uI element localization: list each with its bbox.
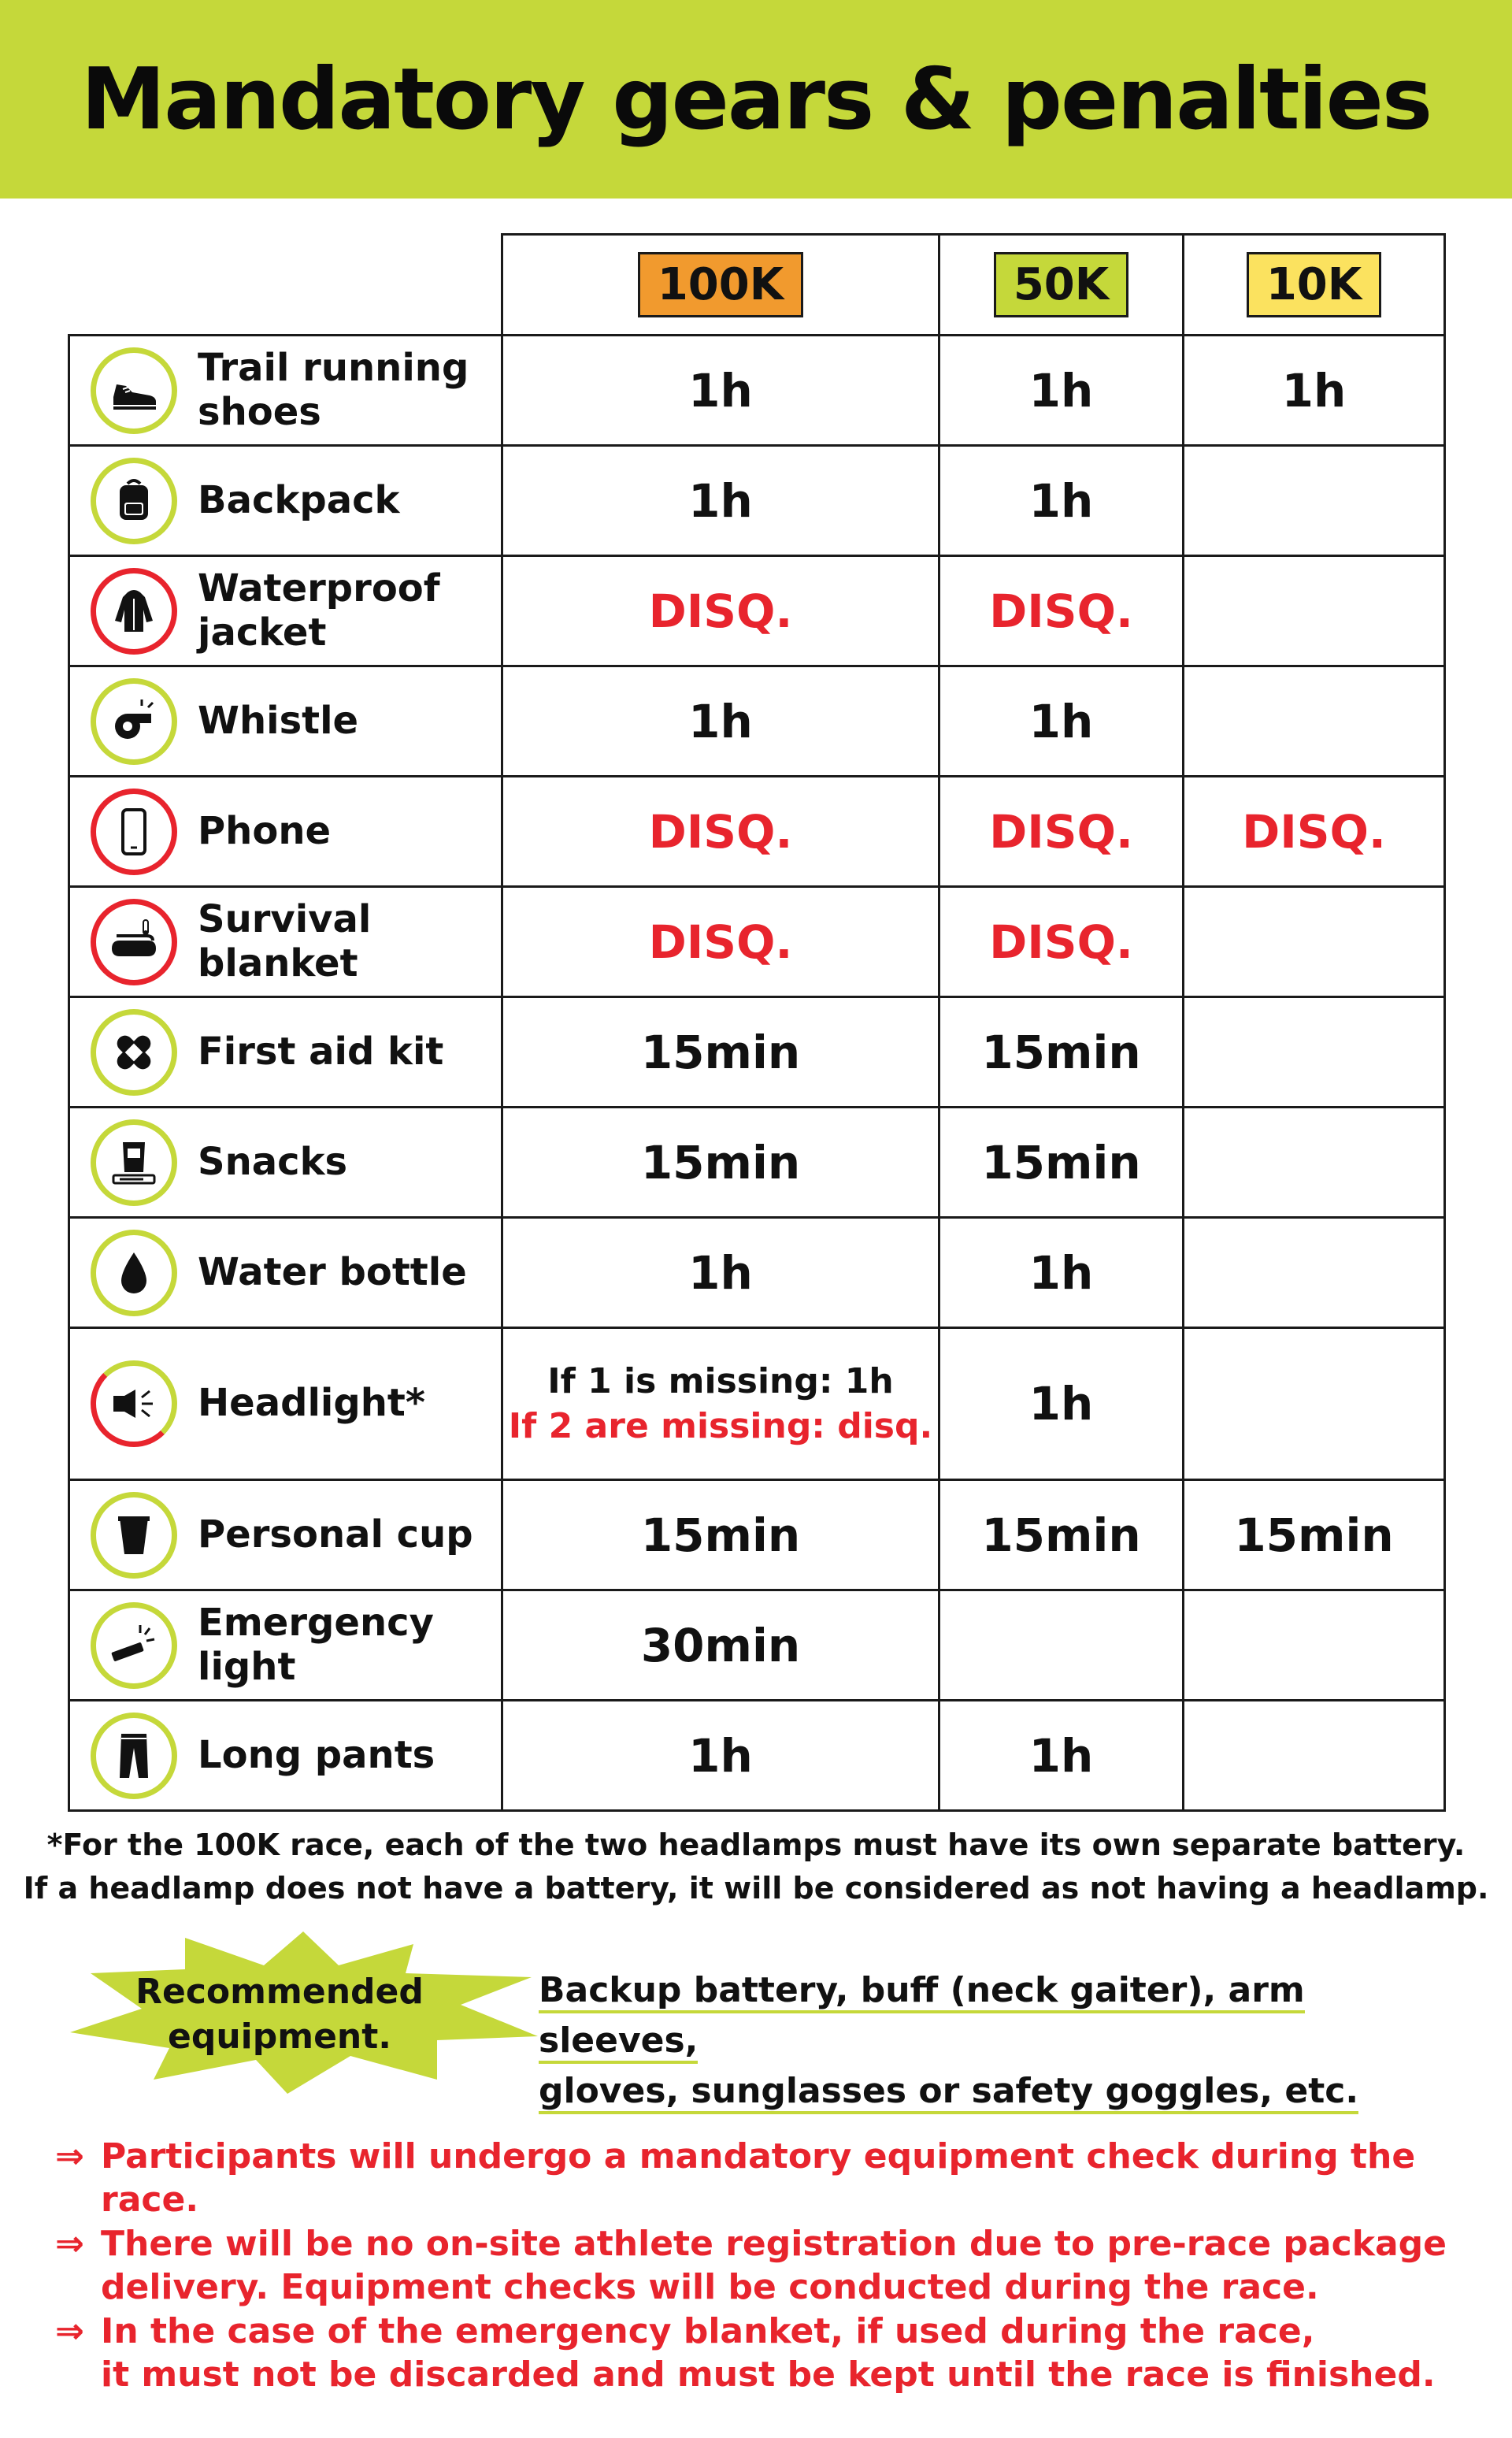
blanket-icon: [91, 899, 177, 985]
penalty-10k: [1184, 887, 1445, 997]
table-row: [69, 777, 1445, 887]
headlight-penalty-one: If 1 is missing: 1h: [547, 1360, 894, 1401]
penalty-100k: 1h: [502, 446, 939, 556]
penalty-50k: DISQ.: [939, 777, 1184, 887]
water-drop-icon: [91, 1230, 177, 1316]
note-item: ⇒ There will be no on-site athlete registration due to pre-race package delivery. Equipment checks will be conducted during the race.: [55, 2222, 1473, 2310]
table-row: [69, 446, 1445, 556]
recommended-line-2: gloves, sunglasses or safety goggles, etc.: [539, 2071, 1358, 2114]
recommended-label: Recommended equipment.: [135, 1972, 424, 2058]
table-row: [69, 1590, 1445, 1701]
gear-name: Water bottle: [198, 1249, 467, 1294]
penalty-100k: 15min: [502, 1480, 939, 1590]
penalty-10k: 1h: [1184, 336, 1445, 446]
penalty-10k: [1184, 1218, 1445, 1328]
gear-name: Emergency light: [198, 1601, 434, 1689]
gear-name: Personal cup: [198, 1512, 473, 1557]
table-row: [69, 336, 1445, 446]
race-10k-label: 10K: [1247, 252, 1381, 317]
table-row: [69, 1480, 1445, 1590]
penalty-50k: 15min: [939, 1108, 1184, 1218]
gear-name: Backpack: [198, 477, 400, 522]
jacket-icon: [91, 568, 177, 655]
gear-name: Waterproof jacket: [198, 566, 440, 655]
penalty-10k: [1184, 446, 1445, 556]
gear-table: [68, 233, 1446, 1812]
penalty-100k: 15min: [502, 1108, 939, 1218]
penalty-50k: 15min: [939, 997, 1184, 1108]
penalty-50k: 1h: [939, 1218, 1184, 1328]
gear-name: Headlight*: [198, 1381, 425, 1426]
penalty-100k: DISQ.: [502, 556, 939, 666]
table-row: [69, 1701, 1445, 1811]
recommended-items: [539, 1965, 1468, 2116]
penalty-50k: DISQ.: [939, 887, 1184, 997]
headlight-penalty-two: If 2 are missing: disq.: [508, 1406, 933, 1446]
gear-name: Snacks: [198, 1139, 348, 1184]
cup-icon: [91, 1492, 177, 1579]
snack-icon: [91, 1119, 177, 1206]
penalty-50k: 1h: [939, 666, 1184, 777]
emergency-light-icon: [91, 1602, 177, 1689]
table-row: [69, 666, 1445, 777]
penalty-50k: 1h: [939, 1701, 1184, 1811]
table-row: [69, 887, 1445, 997]
penalty-10k: DISQ.: [1184, 777, 1445, 887]
footnote-line-2: If a headlamp does not have a battery, it will be considered as not having a headlamp.: [23, 1871, 1489, 1905]
whistle-icon: [91, 678, 177, 765]
penalty-50k: 1h: [939, 1328, 1184, 1480]
penalty-10k: [1184, 1328, 1445, 1480]
penalty-10k: 15min: [1184, 1480, 1445, 1590]
penalty-10k: [1184, 1701, 1445, 1811]
gear-name: Trail running shoes: [198, 346, 469, 434]
arrow-icon: ⇒: [55, 2223, 84, 2264]
penalty-100k: 1h: [502, 1218, 939, 1328]
shoe-icon: [91, 347, 177, 434]
penalty-10k: [1184, 1590, 1445, 1701]
penalty-50k: DISQ.: [939, 556, 1184, 666]
headlight-icon: [91, 1360, 177, 1447]
table-row: [69, 997, 1445, 1108]
table-header-row: [69, 235, 1445, 336]
recommended-line-1: Backup battery, buff (neck gaiter), arm sleeves,: [539, 1970, 1305, 2064]
penalty-100k: [502, 1328, 939, 1480]
penalty-100k: 30min: [502, 1590, 939, 1701]
penalty-10k: [1184, 997, 1445, 1108]
gear-name: Phone: [198, 808, 332, 853]
arrow-icon: ⇒: [55, 2310, 84, 2351]
pants-icon: [91, 1713, 177, 1799]
penalty-100k: 1h: [502, 1701, 939, 1811]
gear-name: Survival blanket: [198, 897, 372, 985]
notes-list: [55, 2135, 1473, 2397]
penalty-50k: 1h: [939, 446, 1184, 556]
note-item: ⇒ Participants will undergo a mandatory equipment check during the race.: [55, 2135, 1473, 2222]
penalty-100k: DISQ.: [502, 777, 939, 887]
gear-name: First aid kit: [198, 1029, 444, 1074]
header-banner: [0, 0, 1512, 199]
gear-name: Long pants: [198, 1732, 435, 1777]
backpack-icon: [91, 458, 177, 544]
gear-name: Whistle: [198, 698, 359, 743]
table-row: [69, 1328, 1445, 1480]
penalty-100k: 15min: [502, 997, 939, 1108]
penalty-50k: 1h: [939, 336, 1184, 446]
table-row: [69, 1108, 1445, 1218]
bandage-icon: [91, 1009, 177, 1096]
penalty-50k: 15min: [939, 1480, 1184, 1590]
footnote-line-1: *For the 100K race, each of the two headlamps must have its own separate battery.: [46, 1828, 1466, 1862]
penalty-100k: 1h: [502, 666, 939, 777]
penalty-100k: 1h: [502, 336, 939, 446]
penalty-10k: [1184, 666, 1445, 777]
phone-icon: [91, 789, 177, 875]
race-100k-label: 100K: [638, 252, 803, 317]
penalty-100k: DISQ.: [502, 887, 939, 997]
table-row: [69, 1218, 1445, 1328]
penalty-10k: [1184, 1108, 1445, 1218]
race-50k-label: 50K: [994, 252, 1128, 317]
table-row: [69, 556, 1445, 666]
penalty-10k: [1184, 556, 1445, 666]
penalty-50k: [939, 1590, 1184, 1701]
arrow-icon: ⇒: [55, 2136, 84, 2176]
page-title: Mandatory gears & penalties: [80, 50, 1432, 149]
note-item: ⇒ In the case of the emergency blanket, if used during the race, it must not be discarded and must be kept until the race is finished.: [55, 2310, 1473, 2397]
